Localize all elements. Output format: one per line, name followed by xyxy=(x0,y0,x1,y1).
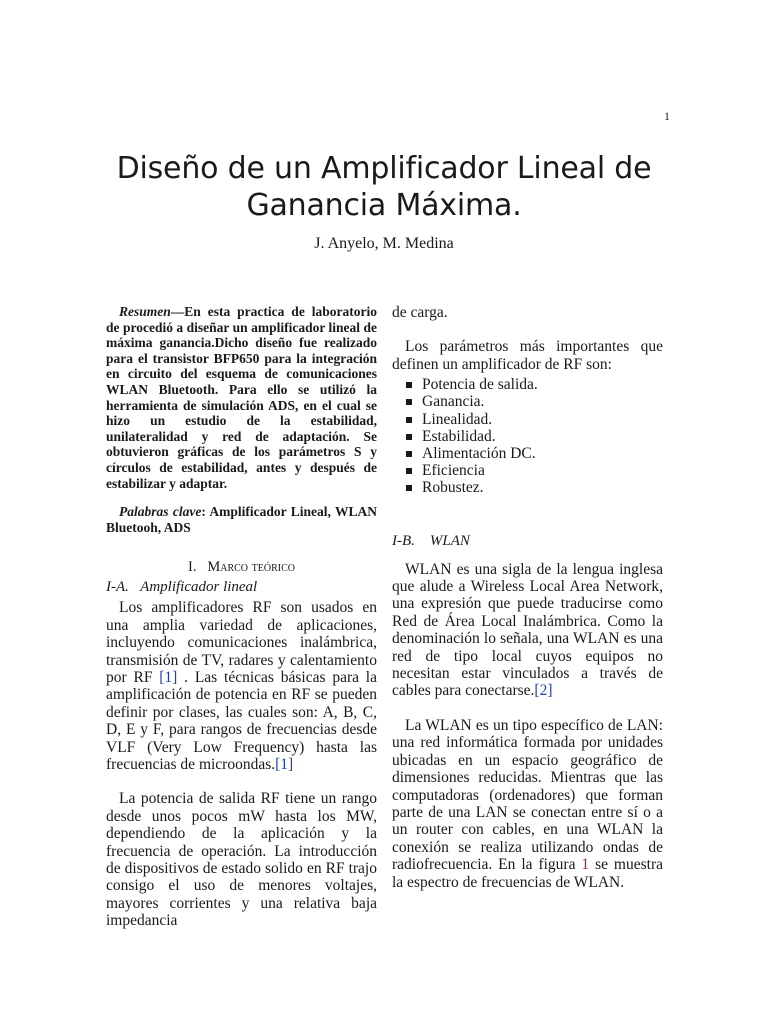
list-item xyxy=(392,428,663,445)
paper-title: Diseño de un Amplificador Lineal de Ganancia Máxima. xyxy=(116,151,652,223)
keywords-text: : Amplificador Lineal, WLAN Bluetooh, ADS xyxy=(106,504,377,535)
bullet-icon xyxy=(406,417,412,423)
paragraph-continuation: de carga. xyxy=(392,304,448,321)
section-title: Marco teórico xyxy=(207,559,295,576)
paragraph-text: se muestra la espectro de frecuencias de WLAN. xyxy=(392,856,663,891)
citation-link[interactable]: [1] xyxy=(275,755,294,773)
parameters-list xyxy=(392,376,663,496)
list-item-text: Ganancia. xyxy=(422,393,485,411)
abstract-lead: Resumen xyxy=(119,304,171,319)
figure-ref-link[interactable]: 1 xyxy=(581,856,590,874)
list-item-text: Eficiencia xyxy=(422,462,485,480)
section-heading xyxy=(106,559,377,576)
list-item-text: Linealidad. xyxy=(422,410,493,428)
paragraph-text: WLAN es una sigla de la lengua inglesa que alude a Wireless Local Area Network, una expresión que puede traducirse como Red de Área Local Inalámbrica. Como la denominación lo señala, una WLAN es una red de tipo local cuyos equipos no necesitan estar vinculados a través de cables para conectarse. xyxy=(392,560,663,700)
paragraph-parameters: Los parámetros más importantes que definen un amplificador de RF son: xyxy=(392,338,663,373)
paragraph-wlan-definition xyxy=(392,561,663,700)
subsection-b-number: I-B. xyxy=(392,532,415,549)
list-item-text: Alimentación DC. xyxy=(422,445,536,463)
paragraph-text: . Las técnicas básicas para la amplificación de potencia en RF se pueden definir por clases, las cuales son: A, B, C, D, E y F, para rangos de frecuencias desde VLF (Very Low Frequency) hasta las frecuencias de microondas. xyxy=(106,668,377,773)
list-item xyxy=(392,479,663,496)
paragraph-wlan-lan xyxy=(392,717,663,891)
bullet-icon xyxy=(406,399,412,405)
subsection-a-number: I-A. xyxy=(106,579,129,596)
section-number: I. xyxy=(188,559,197,576)
bullet-icon xyxy=(406,468,412,474)
citation-link[interactable]: [1] xyxy=(159,668,178,686)
paragraph-text: La WLAN es un tipo específico de LAN: una red informática formada por unidades ubicadas en un espacio geográfico de dimensiones reducidas. Mientras que las computadoras (ordenadores) que forman parte de una LAN se conectan entre sí o a un router con cables, en una WLAN la conexión se realiza utilizando ondas de radiofrecuencia. En la figura xyxy=(392,716,663,874)
list-item xyxy=(392,445,663,462)
list-item xyxy=(392,411,663,428)
left-column xyxy=(106,304,377,930)
subsection-a-title: Amplificador lineal xyxy=(140,579,258,596)
bullet-icon xyxy=(406,434,412,440)
paragraph-amplifiers xyxy=(106,599,377,773)
right-column xyxy=(392,304,663,891)
list-item xyxy=(392,393,663,410)
bullet-icon xyxy=(406,485,412,491)
abstract xyxy=(106,304,377,491)
subsection-heading-b xyxy=(392,533,663,550)
bullet-icon xyxy=(406,382,412,388)
page-number: 1 xyxy=(664,109,670,123)
list-item-text: Potencia de salida. xyxy=(422,376,538,394)
subsection-b-title: WLAN xyxy=(429,532,470,549)
citation-link[interactable]: [2] xyxy=(534,682,553,700)
list-item xyxy=(392,462,663,479)
subsection-heading-a xyxy=(106,579,377,596)
paragraph-output-power: La potencia de salida RF tiene un rango desde unos pocos mW hasta los MW, dependiendo de la aplicación y la frecuencia de operación. La introducción de dispositivos de estado solido en RF trajo consigo el uso de menores voltajes, mayores corrientes y una relativa baja impedancia xyxy=(106,790,377,930)
keywords xyxy=(106,504,377,535)
list-item-text: Robustez. xyxy=(422,479,484,497)
authors: J. Anyelo, M. Medina xyxy=(314,235,454,252)
paragraph-text: Los amplificadores RF son usados en una amplia variedad de aplicaciones, incluyendo comunicaciones inalámbrica, transmisión de TV, radares y calentamiento por RF xyxy=(106,599,377,686)
keywords-lead: Palabras clave xyxy=(119,504,202,520)
list-item-text: Estabilidad. xyxy=(422,427,496,445)
abstract-text: —En esta practica de laboratorio de procedió a diseñar un amplificador lineal de máxima ganancia.Dicho diseño fue realizado para el transistor BFP650 para la integración en circuito del esquema de comunicaciones WLAN Bluetooth. Para ello se utilizó la herramienta de simulación ADS, en el cual se hizo un estudio de la estabilidad, unilateralidad y red de adaptación. Se obtuvieron gráficas de los parámetros S y círculos de estabilidad, antes y después de estabilizar y adaptar. xyxy=(106,304,377,491)
bullet-icon xyxy=(406,451,412,457)
list-item xyxy=(392,376,663,393)
